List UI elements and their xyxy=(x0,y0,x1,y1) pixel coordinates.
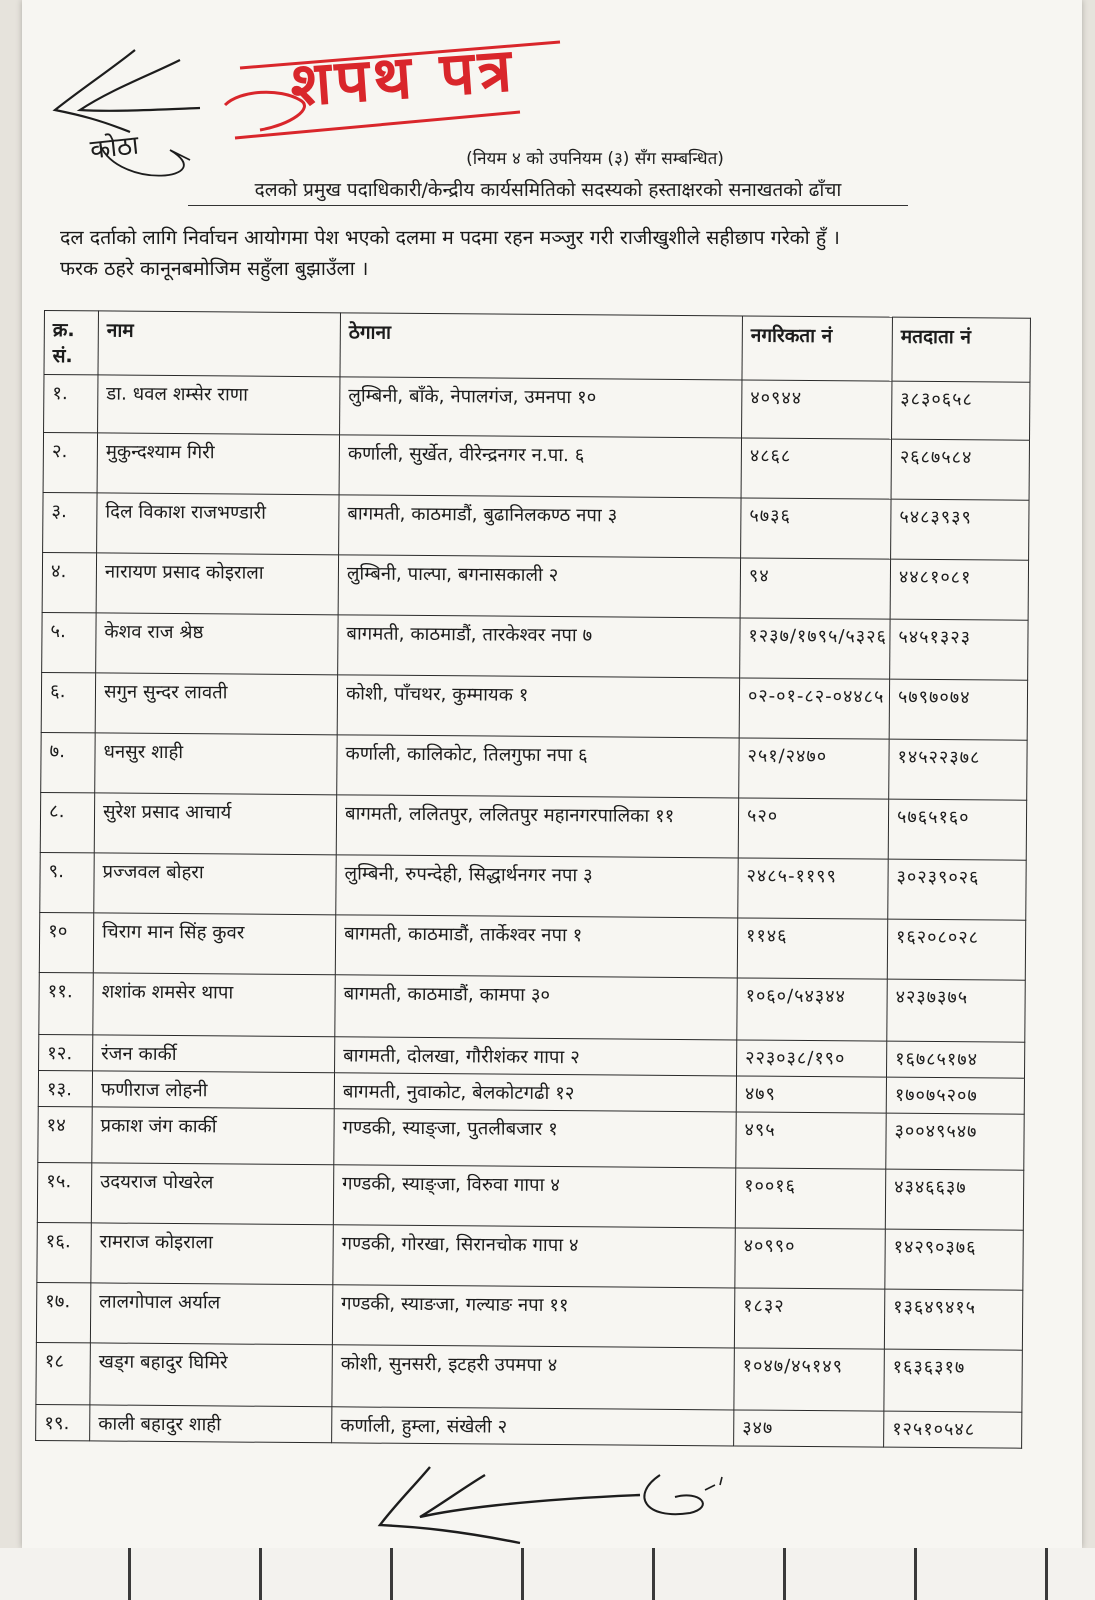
cell-serial: ११. xyxy=(39,972,93,1034)
cell-name: सुरेश प्रसाद आचार्य xyxy=(94,793,336,855)
cell-citizenship: ३४७ xyxy=(734,1410,884,1447)
cell-address: बागमती, दोलखा, गौरीशंकर गापा २ xyxy=(335,1037,737,1076)
top-signature xyxy=(40,30,240,190)
cell-address: कर्णाली, कालिकोट, तिलगुफा नपा ६ xyxy=(337,735,739,798)
cell-serial: २. xyxy=(43,433,97,493)
header-name: नाम xyxy=(98,311,340,377)
declaration-line-2: फरक ठहरे कानूनबमोजिम सहुँला बुझाउँला । xyxy=(60,257,369,280)
cell-address: गण्डकी, स्याङ्जा, विरुवा गापा ४ xyxy=(333,1165,735,1228)
cell-serial: १३. xyxy=(38,1070,92,1106)
cell-citizenship: ०२-०१-८२-०४४८५ xyxy=(739,678,889,739)
cell-name: शशांक शमसेर थापा xyxy=(93,973,335,1037)
cell-citizenship: २२३०३८/१९० xyxy=(737,1040,887,1077)
table-row xyxy=(37,1162,1023,1230)
cell-address: बागमती, ललितपुर, ललितपुर महानगरपालिका ११ xyxy=(336,795,738,858)
cell-citizenship: ४०९९० xyxy=(735,1228,885,1289)
cell-serial: १२. xyxy=(39,1034,93,1070)
declaration xyxy=(60,222,1020,284)
cell-address: बागमती, काठमाडौं, तारकेश्वर नपा ७ xyxy=(338,615,740,678)
cell-serial: १९. xyxy=(36,1404,90,1440)
table-row xyxy=(39,912,1025,980)
cell-serial: ६. xyxy=(41,672,95,732)
cell-address: गण्डकी, गोरखा, सिरानचोक गापा ४ xyxy=(333,1225,735,1288)
floor-tiles xyxy=(0,1548,1095,1600)
cell-name: प्रज्जवल बोहरा xyxy=(94,853,336,915)
cell-voter: १६७८५१७४ xyxy=(887,1041,1025,1078)
cell-name: केशव राज श्रेष्ठ xyxy=(96,613,338,675)
cell-citizenship: ४९५ xyxy=(736,1112,886,1169)
cell-serial: ५. xyxy=(42,612,96,672)
bottom-signature xyxy=(370,1455,770,1550)
cell-address: लुम्बिनी, रुपन्देही, सिद्धार्थनगर नपा ३ xyxy=(336,855,738,918)
table-row xyxy=(40,852,1026,920)
rule-reference: (नियम ४ को उपनियम (३) सँग सम्बन्धित) xyxy=(466,149,724,169)
cell-citizenship: १०६०/५४३४४ xyxy=(737,978,887,1041)
table-row xyxy=(40,792,1026,860)
table-row xyxy=(43,492,1029,560)
cell-name: नारायण प्रसाद कोइराला xyxy=(96,553,338,615)
cell-voter: ४४८१०८१ xyxy=(890,559,1028,620)
table-row xyxy=(36,1282,1022,1350)
cell-citizenship: १००१६ xyxy=(735,1168,885,1229)
declaration-line-1: दल दर्ताको लागि निर्वाचन आयोगमा पेश भएको दलमा म पदमा रहन मञ्जुर गरी राजीखुशीले सहीछाप गरेको हुँ । xyxy=(60,226,840,249)
table-row xyxy=(43,433,1029,501)
cell-voter: १३६४९४१५ xyxy=(884,1289,1022,1350)
cell-serial: ४. xyxy=(42,552,96,612)
cell-voter: ५७९७०७४ xyxy=(889,679,1027,740)
form-title: दलको प्रमुख पदाधिकारी/केन्द्रीय कार्यसमितिको सदस्यको हस्ताक्षरको सनाखतको ढाँचा xyxy=(188,176,908,206)
table-row xyxy=(41,732,1027,800)
cell-citizenship: ४८६८ xyxy=(741,438,891,499)
cell-voter: ५४५१३२३ xyxy=(890,619,1028,680)
cell-address: लुम्बिनी, पाल्पा, बगनासकाली २ xyxy=(338,555,740,618)
cell-address: बागमती, काठमाडौं, तार्केश्वर नपा १ xyxy=(335,915,737,978)
cell-serial: १६. xyxy=(37,1222,91,1282)
cell-voter: ३०२३९०२६ xyxy=(888,859,1026,920)
table-header-row xyxy=(44,311,1030,383)
cell-address: लुम्बिनी, बाँके, नेपालगंज, उमनपा १० xyxy=(340,377,742,438)
cell-serial: १७. xyxy=(36,1282,90,1342)
table-row xyxy=(36,1404,1022,1448)
table-row xyxy=(42,552,1028,620)
header-voter: मतदाता नं xyxy=(892,317,1030,382)
cell-name: उदयराज पोखरेल xyxy=(91,1163,333,1225)
cell-name: रंजन कार्की xyxy=(93,1035,335,1073)
table-row xyxy=(42,612,1028,680)
cell-citizenship: ५२० xyxy=(738,798,888,859)
cell-serial: १. xyxy=(44,375,98,433)
cell-address: गण्डकी, स्याङ्जा, पुतलीबजार १ xyxy=(334,1109,736,1168)
table-row xyxy=(44,375,1030,441)
cell-voter: १७०७५२०७ xyxy=(886,1077,1024,1114)
cell-name: सगुन सुन्दर लावती xyxy=(95,673,337,735)
cell-voter: १६३६३१७ xyxy=(884,1349,1022,1412)
cell-voter: १४२९०३७६ xyxy=(885,1229,1023,1290)
cell-voter: ४२३७३७५ xyxy=(887,979,1025,1042)
cell-address: कर्णाली, सुर्खेत, वीरेन्द्रनगर न.पा. ६ xyxy=(339,435,741,498)
cell-voter: १४५२२३७८ xyxy=(889,739,1027,800)
cell-serial: १८ xyxy=(36,1342,90,1404)
cell-voter: २६८७५८४ xyxy=(891,439,1029,500)
cell-citizenship: २५१/२४७० xyxy=(739,738,889,799)
cell-name: फणीराज लोहनी xyxy=(92,1071,334,1109)
table-row xyxy=(41,672,1027,740)
cell-voter: ५७६५१६० xyxy=(888,799,1026,860)
stamp-text: शपथ पत्र xyxy=(288,35,518,121)
table-row xyxy=(36,1342,1022,1412)
cell-name: रामराज कोइराला xyxy=(91,1223,333,1285)
cell-voter: १२५१०५४८ xyxy=(884,1411,1022,1448)
cell-name: प्रकाश जंग कार्की xyxy=(92,1107,334,1165)
cell-address: कोशी, पाँचथर, कुम्मायक १ xyxy=(337,675,739,738)
cell-citizenship: ५७३६ xyxy=(741,498,891,559)
cell-name: धनसुर शाही xyxy=(95,733,337,795)
cell-serial: ९. xyxy=(40,852,94,912)
table-row xyxy=(38,1106,1024,1170)
table-row xyxy=(39,972,1025,1042)
cell-voter: ३००४९५४७ xyxy=(886,1113,1024,1170)
cell-address: बागमती, नुवाकोट, बेलकोटगढी १२ xyxy=(334,1073,736,1112)
cell-serial: १५. xyxy=(37,1162,91,1222)
cell-address: कोशी, सुनसरी, इटहरी उपमपा ४ xyxy=(332,1345,734,1410)
cell-name: मुकुन्दश्याम गिरी xyxy=(97,433,339,495)
cell-voter: ४३४६६३७ xyxy=(885,1169,1023,1230)
cell-address: गण्डकी, स्याङजा, गल्याङ नपा ११ xyxy=(332,1285,734,1348)
cell-voter: ५४८३९३९ xyxy=(891,499,1029,560)
header-address: ठेगाना xyxy=(340,313,742,380)
cell-citizenship: ४७९ xyxy=(736,1076,886,1113)
cell-serial: १० xyxy=(39,912,93,972)
top-signature-initials: कोठा xyxy=(88,130,141,166)
cell-citizenship: २४८५-११९९ xyxy=(738,858,888,919)
cell-serial: ८. xyxy=(40,792,94,852)
cell-name: दिल विकाश राजभण्डारी xyxy=(97,493,339,555)
cell-citizenship: १०४७/४५१४९ xyxy=(734,1348,884,1411)
cell-citizenship: १२३७/१७९५/५३२६ xyxy=(740,618,890,679)
cell-name: डा. धवल शम्सेर राणा xyxy=(98,375,340,435)
cell-address: बागमती, काठमाडौं, कामपा ३० xyxy=(335,975,737,1040)
cell-citizenship: ११४६ xyxy=(737,918,887,979)
cell-name: काली बहादुर शाही xyxy=(90,1405,332,1443)
cell-serial: ७. xyxy=(41,732,95,792)
cell-address: बागमती, काठमाडौं, बुढानिलकण्ठ नपा ३ xyxy=(339,495,741,558)
cell-name: लालगोपाल अर्याल xyxy=(90,1283,332,1345)
cell-citizenship: ४०९४४ xyxy=(742,380,892,439)
members-table xyxy=(35,310,1031,1449)
cell-citizenship: ९४ xyxy=(740,558,890,619)
table-row xyxy=(37,1222,1023,1290)
cell-serial: १४ xyxy=(38,1106,92,1162)
cell-citizenship: १८३२ xyxy=(734,1288,884,1349)
cell-voter: १६२०८०२८ xyxy=(887,919,1025,980)
cell-name: चिराग मान सिंह कुवर xyxy=(93,913,335,975)
header-citizenship: नगरिकता नं xyxy=(742,316,892,381)
cell-name: खड्ग बहादुर घिमिरे xyxy=(90,1343,332,1407)
cell-address: कर्णाली, हुम्ला, संखेली २ xyxy=(332,1407,734,1446)
cell-voter: ३८३०६५८ xyxy=(892,381,1030,440)
cell-serial: ३. xyxy=(43,492,97,552)
header-serial: क्र. सं. xyxy=(44,311,99,375)
